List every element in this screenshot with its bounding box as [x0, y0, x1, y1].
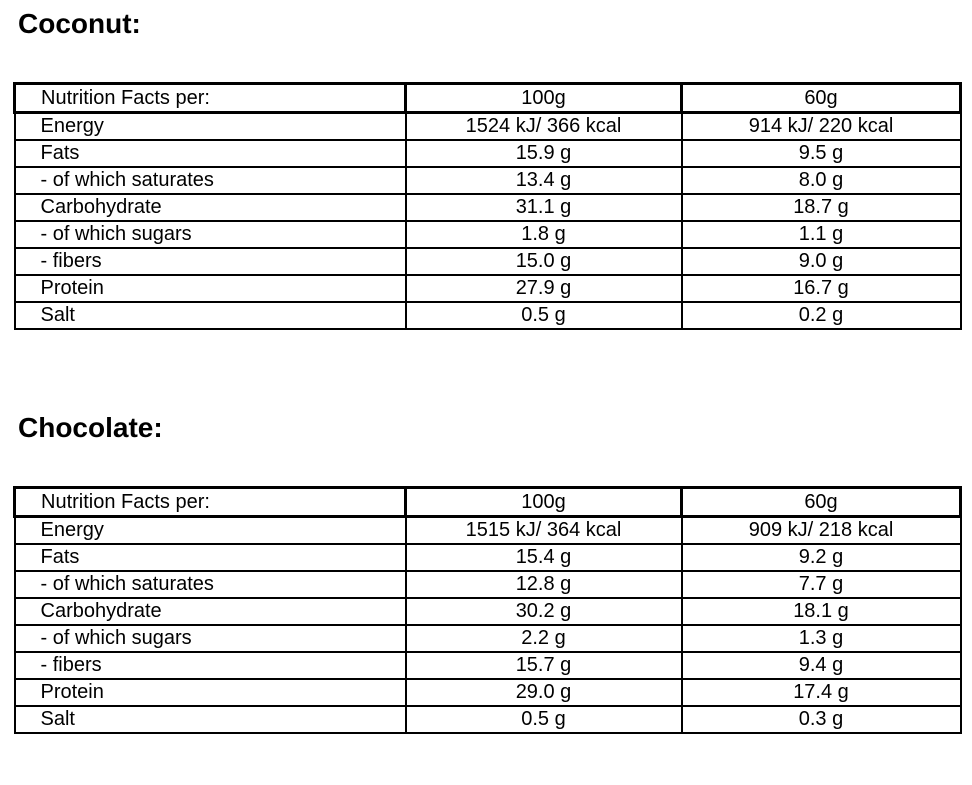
row-label: Carbohydrate [15, 194, 406, 221]
table-row [15, 652, 961, 679]
row-label: - of which sugars [15, 625, 406, 652]
value-per-60g: 18.7 g [682, 194, 961, 221]
row-label: Fats [15, 140, 406, 167]
table-row [15, 706, 961, 733]
value-per-100g: 15.9 g [406, 140, 682, 167]
value-per-60g: 9.0 g [682, 248, 961, 275]
value-per-60g: 60g [682, 84, 961, 113]
table-header-row [15, 84, 961, 113]
value-per-100g: 12.8 g [406, 571, 682, 598]
value-per-100g: 1.8 g [406, 221, 682, 248]
value-per-100g: 100g [406, 84, 682, 113]
value-per-60g: 0.3 g [682, 706, 961, 733]
value-per-60g: 9.2 g [682, 544, 961, 571]
coconut-title: Coconut: [18, 8, 141, 39]
value-per-60g: 1.3 g [682, 625, 961, 652]
chocolate-title: Chocolate: [18, 412, 163, 443]
row-label: - of which sugars [15, 221, 406, 248]
table-row [15, 679, 961, 706]
value-per-60g: 9.5 g [682, 140, 961, 167]
row-label: - fibers [15, 248, 406, 275]
row-label: - fibers [15, 652, 406, 679]
value-per-100g: 30.2 g [406, 598, 682, 625]
value-per-60g: 60g [682, 488, 961, 517]
chocolate-nutrition-table [13, 486, 962, 734]
value-per-100g: 1524 kJ/ 366 kcal [406, 113, 682, 141]
value-per-60g: 16.7 g [682, 275, 961, 302]
table-row [15, 598, 961, 625]
value-per-60g: 914 kJ/ 220 kcal [682, 113, 961, 141]
table-row [15, 221, 961, 248]
table-row [15, 248, 961, 275]
row-label: - of which saturates [15, 167, 406, 194]
value-per-100g: 15.0 g [406, 248, 682, 275]
row-label: - of which saturates [15, 571, 406, 598]
table-row [15, 194, 961, 221]
table-row [15, 302, 961, 329]
value-per-60g: 0.2 g [682, 302, 961, 329]
table-row [15, 140, 961, 167]
row-label: Protein [15, 679, 406, 706]
row-label: Carbohydrate [15, 598, 406, 625]
coconut-nutrition-table [13, 82, 962, 330]
value-per-100g: 15.7 g [406, 652, 682, 679]
value-per-60g: 18.1 g [682, 598, 961, 625]
value-per-60g: 8.0 g [682, 167, 961, 194]
table-row [15, 167, 961, 194]
table-header-row [15, 488, 961, 517]
table-row [15, 517, 961, 545]
table-row [15, 625, 961, 652]
table-row [15, 275, 961, 302]
value-per-100g: 31.1 g [406, 194, 682, 221]
row-label: Salt [15, 706, 406, 733]
value-per-60g: 7.7 g [682, 571, 961, 598]
value-per-100g: 2.2 g [406, 625, 682, 652]
value-per-60g: 9.4 g [682, 652, 961, 679]
row-label: Protein [15, 275, 406, 302]
table-row [15, 544, 961, 571]
value-per-100g: 15.4 g [406, 544, 682, 571]
value-per-100g: 1515 kJ/ 364 kcal [406, 517, 682, 545]
value-per-100g: 0.5 g [406, 706, 682, 733]
value-per-100g: 0.5 g [406, 302, 682, 329]
value-per-100g: 13.4 g [406, 167, 682, 194]
row-label: Fats [15, 544, 406, 571]
value-per-100g: 100g [406, 488, 682, 517]
value-per-60g: 17.4 g [682, 679, 961, 706]
value-per-100g: 27.9 g [406, 275, 682, 302]
row-label: Energy [15, 113, 406, 141]
row-label: Nutrition Facts per: [15, 84, 406, 113]
row-label: Energy [15, 517, 406, 545]
table-row [15, 113, 961, 141]
row-label: Salt [15, 302, 406, 329]
row-label: Nutrition Facts per: [15, 488, 406, 517]
value-per-60g: 1.1 g [682, 221, 961, 248]
value-per-100g: 29.0 g [406, 679, 682, 706]
table-row [15, 571, 961, 598]
value-per-60g: 909 kJ/ 218 kcal [682, 517, 961, 545]
